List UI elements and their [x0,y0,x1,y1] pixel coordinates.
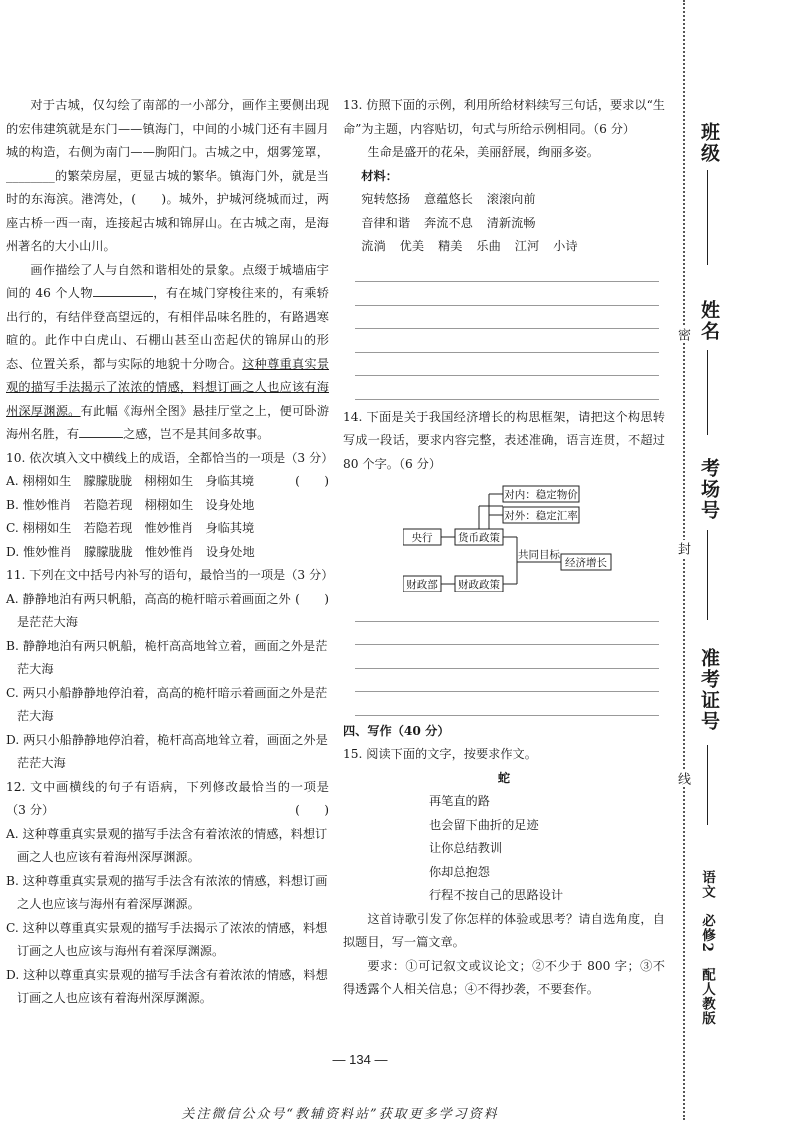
ticket-number-write-line[interactable] [707,745,708,825]
section-4-heading: 四、写作（40 分） [343,723,450,738]
answer-line[interactable] [355,259,659,283]
answer-line[interactable] [355,598,659,622]
common-goal-label: 共同目标 [518,549,560,561]
material-row-2: 音律和谐 奔流不息 清新流畅 [361,215,536,230]
answer-line[interactable] [355,329,659,353]
blank-line [93,282,153,297]
exam-room-write-line[interactable] [707,530,708,620]
material-row-3: 流淌 优美 精美 乐曲 江河 小诗 [361,239,578,253]
answer-line[interactable] [355,622,659,646]
question-15-stem: 15. 阅读下面的文字，按要求作文。 [343,747,537,761]
name-label: 姓名 [698,300,720,342]
external-goal-label: 对外：稳定汇率 [504,510,578,522]
question-13-stem: 13. 仿照下面的示例，利用所给材料续写三句话，要求以“生命”为主题，内容贴切，句式与所给示例相同。（6 分） [343,98,665,136]
question-11-option-b: B. 静静地泊有两只帆船，桅杆高高地耸立着，画面之外是茫茫大海 [6,638,328,676]
class-label: 班级 [698,122,720,164]
page-number: — 134 — [332,1052,388,1067]
answer-paren: ( ) [295,591,329,606]
binding-dotted-line [683,0,685,1120]
question-15-requirements: 要求：①可记叙文或议论文；②不少于 800 字；③不得透露个人相关信息；④不得抄袭，不要套作。 [343,958,665,996]
question-13-example: 生命是盛开的花朵，美丽舒展，绚丽多姿。 [367,145,599,159]
question-12-option-d: D. 这种以尊重真实景观的描写手法含有着浓浓的情感，料想订画之人也应该有着海州深厚渊源。 [6,967,328,1005]
fiscal-policy-label: 财政政策 [458,579,500,591]
question-11-stem: 11. 下列在文中括号内补写的语句，最恰当的一项是（3 分） ( ) [6,564,329,588]
footer-note: 关注微信公众号“教辅资料站”获取更多学习资料 [181,1107,499,1122]
poem-title: 蛇 [497,770,511,785]
edition-label: 语文 必修2 配人教版 [699,870,715,1026]
passage-paragraph-2: 画作描绘了人与自然和谐相处的景象。点缀于城墙庙宇间的 46 个人物 ，有在城门穿梭往来的，有乘轿出行的，有结伴登高望远的，有相伴品味名胜的，有路遇寒暄的。此作中白虎山、石棚山甚至山峦起伏的锦屏山的形态、位置关系，都与实际的地貌十分吻合。这种尊重真实景观的描写手法揭示了浓浓的情感，料想订画之人也应该有海州深厚渊源。有此幅《海州全图》悬挂厅堂之上，便可卧游海州名胜，有 之感，岂不是其间多故事。 [6,262,330,441]
monetary-policy-label: 货币政策 [458,532,500,544]
ticket-number-label: 准考证号 [698,648,720,732]
question-12-option-a: A. 这种尊重真实景观的描写手法含有着浓浓的情感，料想订画之人也应该有着海州深厚渊源。 [6,826,328,864]
answer-line[interactable] [355,376,659,400]
answer-line[interactable] [355,669,659,693]
question-12-option-b: B. 这种尊重真实景观的描写手法含有浓浓的情感，料想订画之人也应该与海州有着深厚渊源。 [6,873,328,911]
exam-room-label: 考场号 [698,458,720,521]
poem-line: 行程不按自己的思路设计 [429,888,564,902]
economy-framework-diagram [403,482,613,592]
question-10-stem: 10. 依次填入文中横线上的成语，全都恰当的一项是（3 分） ( ) [6,447,329,471]
question-11-option-c: C. 两只小船静静地停泊着，高高的桅杆暗示着画面之外是茫茫大海 [6,685,328,723]
poem-line: 再笔直的路 [429,794,490,808]
question-14-stem: 14. 下面是关于我国经济增长的构思框架，请把这个构思转写成一段话，要求内容完整，表述准确，语言连贯，不超过 80 个字。（6 分） [343,409,665,471]
blank-line [79,423,123,438]
class-write-line[interactable] [707,170,708,265]
line-mark: 线 [675,772,690,785]
passage-paragraph-1: 对于古城，仅勾绘了南部的一小部分，画作主要侧出现的宏伟建筑就是东门——镇海门，中间的小城门还有丰圆月城的构造，右侧为南门——朐阳门。古城之中，烟雾笼罩，________的繁荣房屋，更显古城的繁华。镇海门外，就是当时的东海滨。港湾处，( )。城外，护城河绕城而过，两座古桥一西一南，连接起古城和锦屏山。在古城之南，是海州著名的大小山川。 [6,98,329,253]
material-row-1: 宛转悠扬 意蕴悠长 滚滚向前 [361,192,536,206]
answer-line[interactable] [355,306,659,330]
seal-mark: 密 [675,328,690,341]
left-column [6,94,334,1011]
seal-mark: 封 [675,542,690,555]
poem-line: 也会留下曲折的足迹 [429,817,539,832]
economic-growth-label: 经济增长 [565,557,607,569]
answer-paren: ( ) [295,474,329,488]
question-10-option-d: D. 惟妙惟肖 朦朦胧胧 惟妙惟肖 设身处地 [6,544,255,559]
answer-paren: ( ) [295,803,329,817]
question-10-option-c: C. 栩栩如生 若隐若现 惟妙惟肖 身临其境 [6,521,255,535]
poem-line: 让你总结教训 [429,841,503,855]
question-12-stem: 12. 文中画横线的句子有语病，下列修改最恰当的一项是（3 分） ( ) [6,776,329,823]
question-10-option-b: B. 惟妙惟肖 若隐若现 栩栩如生 设身处地 [6,497,255,512]
question-13-material-label: 材料： [361,168,398,183]
underlined-sentence: 这种尊重真实景观的描写手法揭示了浓浓的情感，料想订画之人也应该有海州深厚渊源。 [6,356,330,418]
answer-line[interactable] [355,282,659,306]
central-bank-label: 央行 [411,532,433,544]
poem-line: 你却总抱怨 [429,864,490,879]
name-write-line[interactable] [707,350,708,435]
question-10-option-a: A. 栩栩如生 朦朦胧胧 栩栩如生 身临其境 [6,474,255,488]
right-column [343,94,665,1002]
answer-line[interactable] [355,353,659,377]
answer-line[interactable] [355,692,659,716]
answer-line[interactable] [355,645,659,669]
question-11-option-d: D. 两只小船静静地停泊着，桅杆高高地耸立着，画面之外是茫茫大海 [6,732,328,770]
question-12-option-c: C. 这种以尊重真实景观的描写手法揭示了浓浓的情感，料想订画之人也应该与海州有着深厚渊源。 [6,920,328,958]
finance-ministry-label: 财政部 [406,579,438,591]
question-15-prompt: 这首诗歌引发了你怎样的体验或思考？请自选角度，自拟题目，写一篇文章。 [343,911,665,949]
question-11-option-a: A. 静静地泊有两只帆船，高高的桅杆暗示着画面之外是茫茫大海 [6,591,291,629]
domestic-goal-label: 对内：稳定物价 [504,489,578,501]
